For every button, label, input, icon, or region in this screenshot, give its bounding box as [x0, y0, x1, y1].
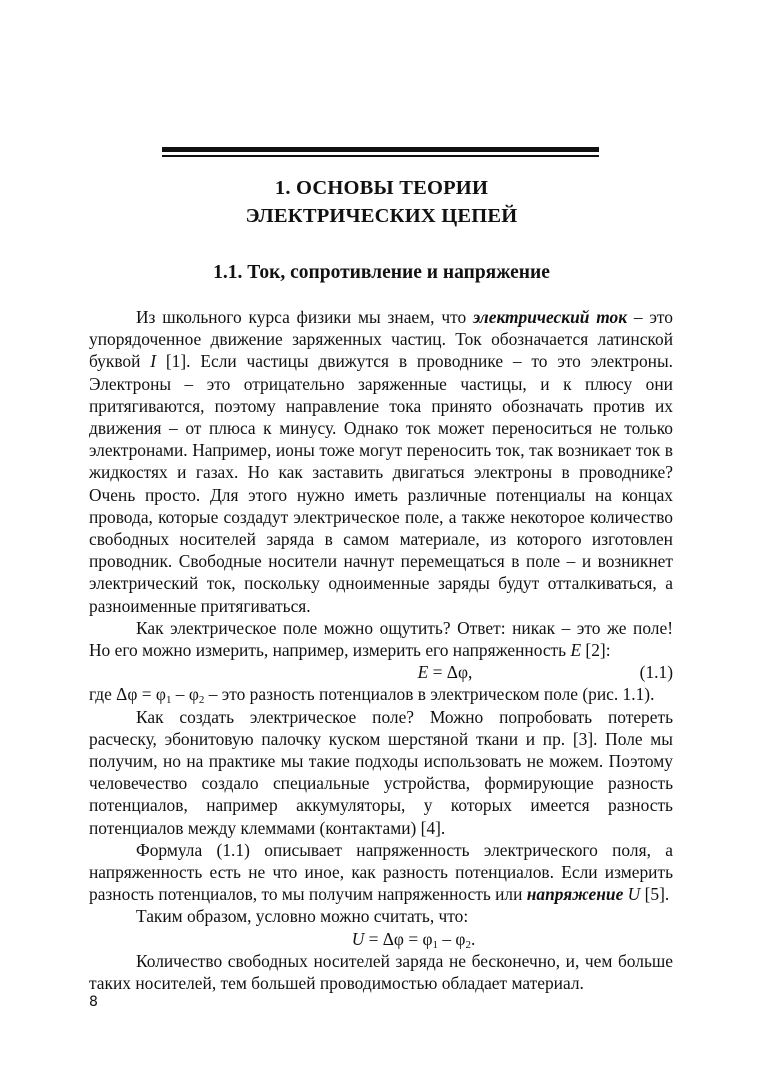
section-title: 1.1. Ток, сопротивление и напряжение — [213, 262, 550, 283]
equation-1: E = Δφ, (1.1) — [417, 662, 673, 683]
header-rule-thin — [162, 155, 599, 157]
paragraph-3: где $\Delta\varphi = \varphi_1 - \varphi_2$ – это разность потенциалов в электрическом поле (рис. 1.1). — [89, 684, 655, 707]
chapter-title-line-2: ЭЛЕКТРИЧЕСКИХ ЦЕПЕЙ — [245, 205, 518, 227]
chapter-title — [0, 174, 763, 230]
equation-2: $U = \Delta\varphi = \varphi_1 - \varphi_2$. — [351, 928, 476, 951]
variable-e: E — [570, 640, 582, 661]
paragraph-5: Формула (1.1) описывает напряженность электрического поля, а напряженность есть не что иное, как разность потенциалов. Если измерить разность потенциалов, то мы получим напряженность или напряжение U [5]. — [89, 839, 673, 905]
equation-1-number: (1.1) — [639, 662, 673, 683]
paragraph-6: Таким образом, условно можно считать, что: — [136, 906, 469, 927]
term-voltage: напряжение — [526, 884, 624, 905]
body-text — [89, 306, 673, 994]
header-rule-thick — [162, 147, 599, 152]
paragraph-2: Как электрическое поле можно ощутить? Ответ: никак – это же поле! Но его можно измерить, например, измерить его напряженность E [2]: — [89, 617, 673, 661]
paragraph-4: Как создать электрическое поле? Можно попробовать потереть расческу, эбонитовую палочку куском шерстяной ткани и пр. [3]. Поле мы получим, но на практике мы такие подходы использовать не можем. Поэтому человечество создало специальные устройства, формирующие разность потенциалов, например аккумуляторы, у которых имеется разность потенциалов между клеммами (контактами) [4]. — [89, 706, 673, 838]
paragraph-1: Из школьного курса физики мы знаем, что электрический ток – это упорядоченное движение заряженных частиц. Ток обозначается латинской буквой I [1]. Если частицы движутся в проводнике – то это электроны. Электроны – это отрицательно заряженные частицы, и к плюсу они притягиваются, поэтому направление тока принято обозначать против их движения – от плюса к минусу. Однако ток может переноситься не только электронами. Например, ионы тоже могут переносить ток, так возникает ток в жидкостях и газах. Но как заставить двигаться электроны в проводнике? Очень просто. Для этого нужно иметь различные потенциалы на концах провода, которые создадут электрическое поле, а также некоторое количество свободных носителей заряда в самом материале, из которого изготовлен проводник. Свободные носители начнут перемещаться в поле – и возникнет электрический ток, поскольку одноименные заряды будут отталкиваться, а разноименные притягиваться. — [89, 307, 673, 616]
chapter-title-line-1: 1. ОСНОВЫ ТЕОРИИ — [274, 177, 489, 199]
variable-i: I — [150, 351, 157, 372]
term-electric-current: электрический ток — [473, 307, 628, 327]
paragraph-7: Количество свободных носителей заряда не бесконечно, и, чем больше таких носителей, тем большей проводимостью обладает материал. — [89, 950, 673, 994]
page-number: 8 — [89, 994, 98, 1010]
variable-u: U — [627, 884, 641, 905]
